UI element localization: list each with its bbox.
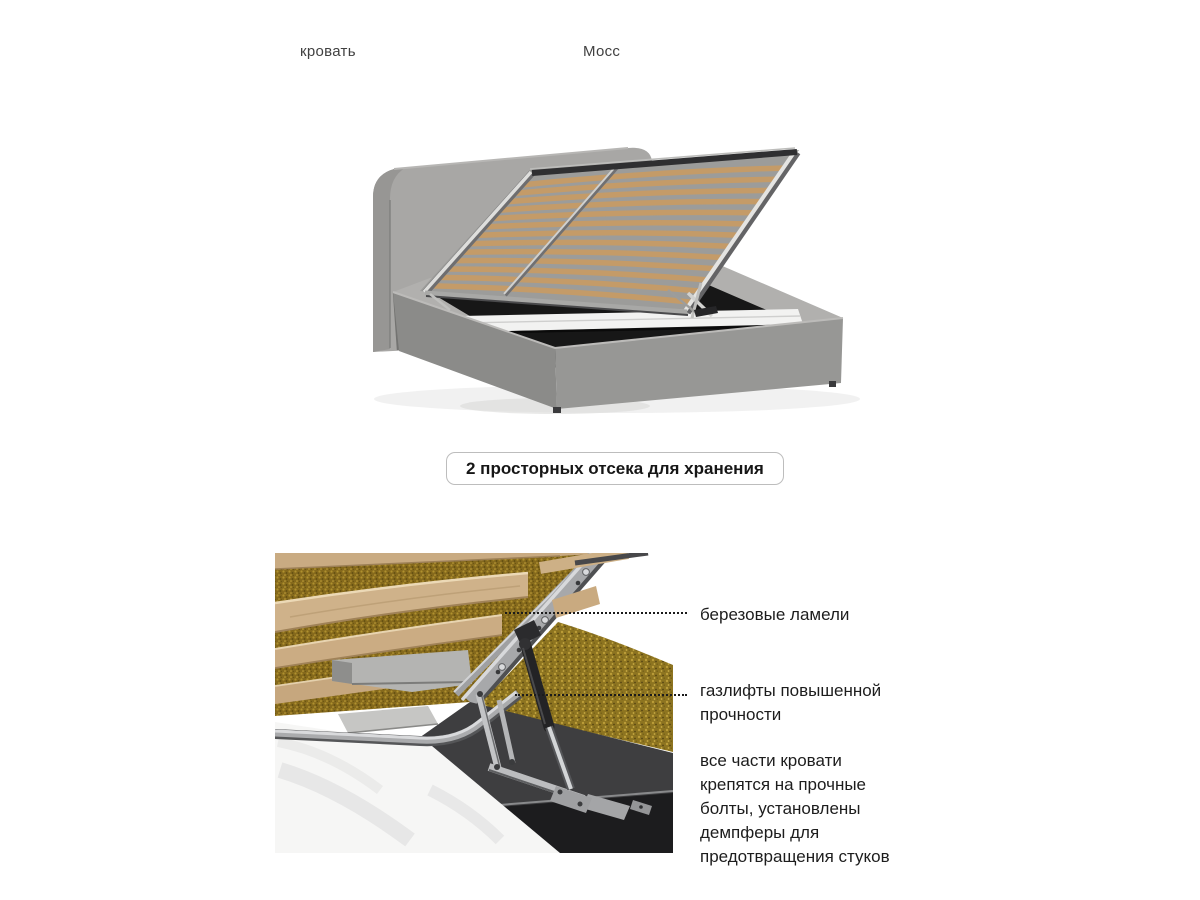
leader-line-slats [505, 612, 687, 614]
bed-photo [340, 130, 870, 420]
annotation-line: демпферы для [700, 823, 820, 842]
annotation-line: предотвращения стуков [700, 847, 890, 866]
annotation-line: газлифты повышенной [700, 681, 882, 700]
annotation-line: крепятся на прочные [700, 775, 867, 794]
mechanism-photo [275, 553, 673, 853]
annotation-line: все части кровати [700, 751, 842, 770]
annotation-line: березовые ламели [700, 605, 850, 624]
storage-badge: 2 просторных отсека для хранения [446, 452, 784, 485]
annotation-slats [700, 603, 930, 627]
leader-line-gaslift [515, 694, 687, 696]
annotation-bolts [700, 749, 930, 869]
product-name-caption: Мосс [583, 43, 621, 60]
annotation-line: прочности [700, 705, 782, 724]
annotation-line: болты, установлены [700, 799, 861, 818]
annotation-gaslifts [700, 679, 930, 727]
category-caption: кровать [300, 43, 356, 60]
